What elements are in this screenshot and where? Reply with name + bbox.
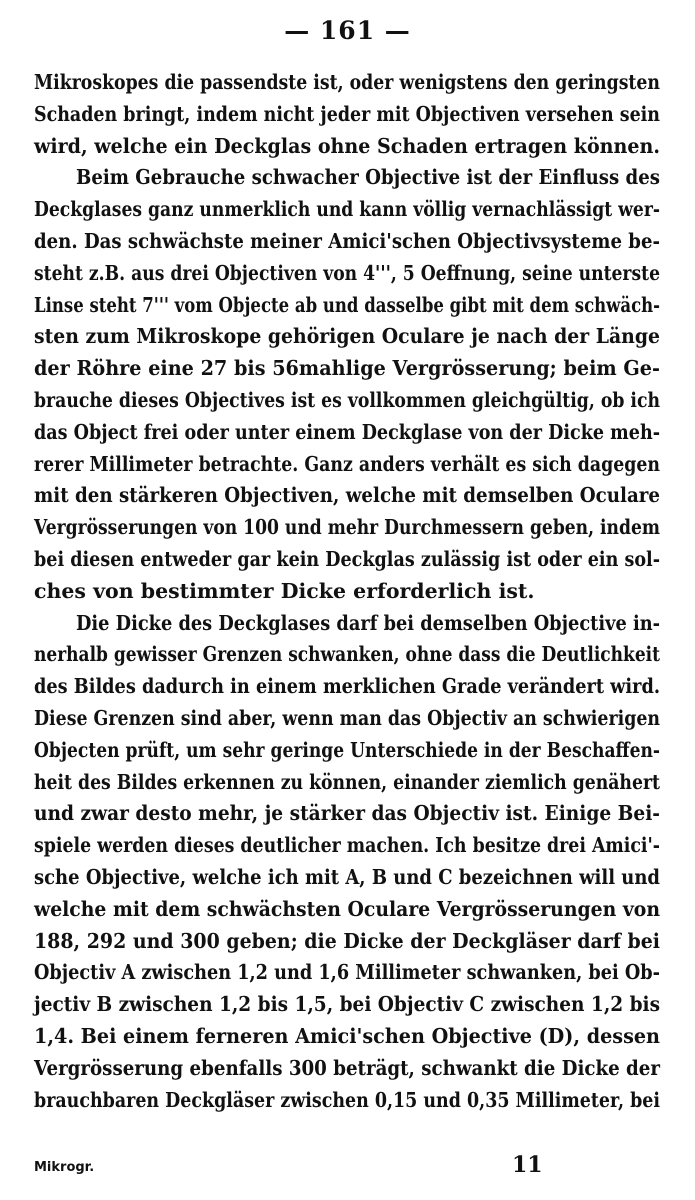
text-line-content: Mikroskopes die passendste ist, oder wenigstens den geringsten xyxy=(34,70,660,94)
text-line xyxy=(34,608,660,640)
text-line-content: und zwar desto mehr, je stärker das Objectiv ist. Einige Bei- xyxy=(34,801,660,826)
text-line xyxy=(34,1085,660,1117)
text-line xyxy=(34,417,660,449)
text-line xyxy=(34,926,660,958)
text-line xyxy=(34,957,660,989)
text-line xyxy=(34,194,660,226)
text-line xyxy=(34,480,660,512)
text-line-content: nerhalb gewisser Grenzen schwanken, ohne dass die Deutlichkeit xyxy=(34,642,660,667)
text-line-content: Schaden bringt, indem nicht jeder mit Objectiven versehen sein xyxy=(34,101,660,126)
text-line-content: Beim Gebrauche schwacher Objective ist der Einfluss des xyxy=(76,165,660,190)
text-line xyxy=(34,131,660,163)
text-line-content: Linse steht 7''' vom Objecte ab und dasselbe gibt mit dem schwäch- xyxy=(34,292,660,317)
text-line-content: sten zum Mikroskope gehörigen Oculare je nach der Länge xyxy=(34,324,660,349)
signature-mark: Mikrogr. xyxy=(34,1160,95,1175)
text-line xyxy=(34,576,660,608)
page-number: — 161 — xyxy=(284,16,411,45)
text-line-content: rerer Millimeter betrachte. Ganz anders verhält es sich dagegen xyxy=(34,451,660,476)
text-line-content: Objecten prüft, um sehr geringe Unterschiede in der Beschaffen- xyxy=(34,737,660,762)
text-line xyxy=(34,798,660,830)
text-line xyxy=(34,1021,660,1053)
text-line xyxy=(34,226,660,258)
text-line xyxy=(34,1053,660,1085)
text-line xyxy=(34,321,660,353)
text-line xyxy=(34,449,660,481)
text-line xyxy=(34,894,660,926)
text-line xyxy=(34,671,660,703)
text-line-content: brauche dieses Objectives ist es vollkommen gleichgültig, ob ich xyxy=(34,387,660,412)
body-text xyxy=(34,67,660,1116)
text-line-content: steht z.B. aus drei Objectiven von 4''', 5 Oeffnung, seine unterste xyxy=(34,260,660,285)
text-line xyxy=(34,989,660,1021)
sheet-number: 11 xyxy=(512,1152,543,1178)
text-line xyxy=(34,512,660,544)
text-line-content: Die Dicke des Deckglases darf bei demselben Objective in- xyxy=(76,610,660,635)
text-line-content: Diese Grenzen sind aber, wenn man das Objectiv an schwierigen xyxy=(34,705,660,730)
text-line xyxy=(34,99,660,131)
text-line-content: spiele werden dieses deutlicher machen. Ich besitze drei Amici'- xyxy=(34,833,660,858)
text-line xyxy=(34,353,660,385)
text-line-content: den. Das schwächste meiner Amici'schen Objectivsysteme be- xyxy=(34,228,660,253)
text-line xyxy=(34,544,660,576)
text-line-content: brauchbaren Deckgläser zwischen 0,15 und 0,35 Millimeter, bei xyxy=(34,1087,660,1112)
text-line xyxy=(34,703,660,735)
text-line xyxy=(34,258,660,290)
text-line xyxy=(34,767,660,799)
text-line-content: Vergrösserung ebenfalls 300 beträgt, schwankt die Dicke der xyxy=(34,1055,660,1080)
text-line-content: 188, 292 und 300 geben; die Dicke der Deckgläser darf bei xyxy=(34,928,660,953)
text-line-content: wird, welche ein Deckglas ohne Schaden ertragen können. xyxy=(34,133,660,158)
text-line xyxy=(34,385,660,417)
text-line-content: der Röhre eine 27 bis 56mahlige Vergrösserung; beim Ge- xyxy=(34,356,660,381)
text-line-content: des Bildes dadurch in einem merklichen Grade verändert wird. xyxy=(34,674,660,699)
text-line-content: 1,4. Bei einem ferneren Amici'schen Objective (D), dessen xyxy=(34,1023,660,1048)
text-line xyxy=(34,862,660,894)
text-line-content: ches von bestimmter Dicke erforderlich ist. xyxy=(34,578,535,603)
text-line-content: bei diesen entweder gar kein Deckglas zulässig ist oder ein sol- xyxy=(34,546,660,571)
page-footer xyxy=(34,1152,660,1182)
text-line-content: das Object frei oder unter einem Deckglase von der Dicke meh- xyxy=(34,419,660,444)
text-line xyxy=(34,162,660,194)
text-line-content: jectiv B zwischen 1,2 bis 1,5, bei Objectiv C zwischen 1,2 bis xyxy=(34,992,660,1017)
text-line-content: mit den stärkeren Objectiven, welche mit demselben Oculare xyxy=(34,483,660,508)
text-line-content: Objectiv A zwischen 1,2 und 1,6 Millimeter schwanken, bei Ob- xyxy=(34,960,660,985)
text-line xyxy=(34,290,660,322)
text-line-content: Deckglases ganz unmerklich und kann völlig vernachlässigt wer- xyxy=(34,197,660,222)
text-line-content: heit des Bildes erkennen zu können, einander ziemlich genähert xyxy=(34,769,660,794)
text-line-content: welche mit dem schwächsten Oculare Vergrösserungen von xyxy=(34,896,660,921)
text-line-content: sche Objective, welche ich mit A, B und C bezeichnen will und xyxy=(34,864,660,889)
text-line-content: Vergrösserungen von 100 und mehr Durchmessern geben, indem xyxy=(34,515,660,540)
text-line xyxy=(34,639,660,671)
text-line xyxy=(34,830,660,862)
text-line xyxy=(34,735,660,767)
text-line xyxy=(34,67,660,99)
